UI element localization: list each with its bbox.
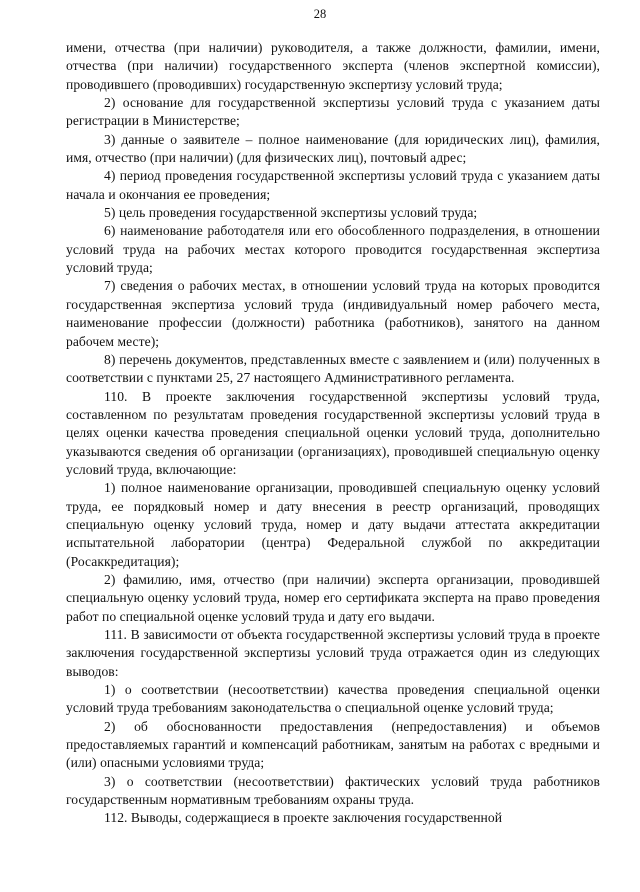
paragraph-item-3: 3) данные о заявителе – полное наименование (для юридических лиц), фамилия, имя, отчество (при наличии) (для физических лиц), почтовый адрес; xyxy=(66,131,600,166)
paragraph-item-6: 6) наименование работодателя или его обособленного подразделения, в отношении условий труда на рабочих местах которого проводится государственная экспертиза условий труда; xyxy=(66,223,600,276)
paragraph-item-4: 4) период проведения государственной экспертизы условий труда с указанием даты начала и окончания ее проведения; xyxy=(66,168,600,202)
paragraph-section-112: 112. Выводы, содержащиеся в проекте заключения государственной xyxy=(104,810,503,826)
paragraph-section-110-item-2: 2) фамилию, имя, отчество (при наличии) эксперта организации, проводившей специальную оценку условий труда, номер его сертификата эксперта на право проведения работ по специальной оценке условий труда и дату его выдачи. xyxy=(66,571,600,624)
paragraph-section-111-item-2: 2) об обоснованности предоставления (непредоставления) и объемов предоставляемых гарантий и компенсаций работникам, занятым на работах с вредными и (или) опасными условиями труда; xyxy=(66,718,600,771)
paragraph-item-5: 5) цель проведения государственной экспертизы условий труда; xyxy=(104,205,478,221)
page-number: 28 xyxy=(313,7,327,21)
paragraph-section-111-item-1: 1) о соответствии (несоответствии) качества проведения специальной оценки условий труда требованиям законодательства о специальной оценке условий труда; xyxy=(66,682,600,716)
paragraph-item-8: 8) перечень документов, представленных вместе с заявлением и (или) полученных в соответствии с пунктами 25, 27 настоящего Административного регламента. xyxy=(66,351,600,386)
paragraph-item-2: 2) основание для государственной экспертизы условий труда с указанием даты регистрации в Министерстве; xyxy=(66,95,600,129)
paragraph-section-110-item-1: 1) полное наименование организации, проводившей специальную оценку условий труда, ее порядковый номер и дату внесения в реестр организаций, проводящих специальную оценку условий труда, номер и дату выдачи аттестата аккредитации испытательной лаборатории (центра) Федеральной службой по аккредитации (Росаккредитация); xyxy=(66,480,600,569)
paragraph-section-110: 110. В проекте заключения государственной экспертизы условий труда, составленном по результатам проведения государственной экспертизы условий труда в целях оценки качества проведения специальной оценки условий труда, дополнительно указываются сведения об организации (организациях), проводившей специальную оценку условий труда, включающие: xyxy=(66,388,600,477)
paragraph-item-7: 7) сведения о рабочих местах, в отношении условий труда на которых проводится государственная экспертиза условий труда (индивидуальный номер рабочего места, наименование профессии (должности) работника (работников), занятого на данном рабочем месте); xyxy=(66,278,600,349)
paragraph-section-111-item-3: 3) о соответствии (несоответствии) фактических условий труда работников государственным нормативным требованиям охраны труда. xyxy=(66,773,600,808)
paragraph-continuation: имени, отчества (при наличии) руководителя, а также должности, фамилии, имени, отчества (при наличии) государственного эксперта (членов экспертной комиссии), проводившего (проводивших) государственную экспертизу условий труда; xyxy=(66,40,600,92)
document-body xyxy=(66,39,600,828)
paragraph-section-111: 111. В зависимости от объекта государственной экспертизы условий труда в проекте заключения государственной экспертизы условий труда отражается один из следующих выводов: xyxy=(66,627,600,679)
